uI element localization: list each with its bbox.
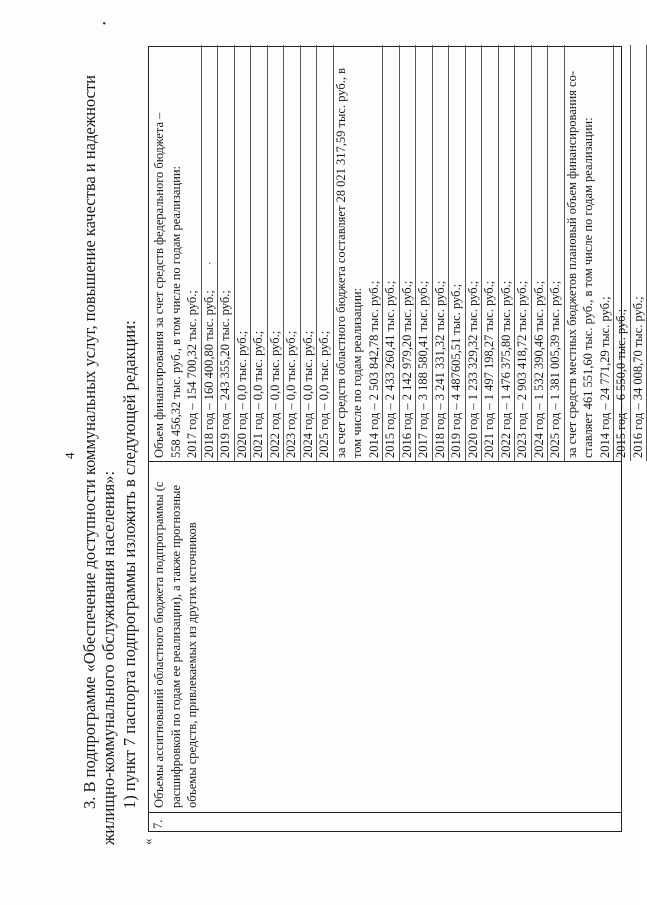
value-line: 2015 год – 6 550,0 тыс. руб.; bbox=[613, 45, 631, 461]
value-line: 2016 год – 2 142 979,20 тыс. руб.; bbox=[399, 45, 417, 461]
value-line: 2024 год – 0,0 тыс. руб.; bbox=[300, 45, 318, 461]
value-line: 2018 год – 160 400,80 тыс. руб.; bbox=[201, 45, 219, 461]
passport-table bbox=[148, 46, 645, 832]
value-line: 2022 год – 1 476 375,80 тыс. руб.; bbox=[498, 45, 516, 461]
value-line: 2024 год – 1 532 390,46 тыс. руб.; bbox=[531, 45, 549, 461]
scan-speck: • bbox=[100, 21, 111, 25]
value-line: 2014 год – 24 771,29 тыс. руб.; bbox=[597, 45, 615, 461]
value-line: 2020 год – 1 233 329,32 тыс. руб.; bbox=[465, 45, 483, 461]
row-value-cell bbox=[149, 45, 645, 461]
value-line: 2025 год – 1 381 005,39 тыс. руб.; bbox=[547, 45, 565, 461]
value-line: 558 456,32 тыс. руб., в том числе по годам реализации: bbox=[168, 165, 183, 458]
value-line: 2016 год – 34 008,70 тыс. руб.; bbox=[630, 45, 647, 461]
row-number-cell: 7. bbox=[149, 812, 621, 831]
value-line: 2015 год – 2 433 260,41 тыс. руб.; bbox=[382, 45, 400, 461]
subheading: 1) пункт 7 паспорта подпрограммы изложить в следующей редакции: bbox=[120, 320, 139, 809]
section-heading: 3. В подпрограмме «Обеспечение доступности коммунальных услуг, повышение качества и надежности жилищно-коммунального обслуживания населения»: bbox=[80, 75, 118, 845]
value-line: 2021 год – 1 497 198,27 тыс. руб.; bbox=[481, 45, 499, 461]
value-line: 2022 год – 0,0 тыс. руб.; bbox=[267, 45, 285, 461]
value-line: 2020 год – 0,0 тыс. руб.; bbox=[234, 45, 252, 461]
value-line: 2023 год – 2 903 418,72 тыс. руб.; bbox=[514, 45, 532, 461]
value-line: ставляет 461 551,60 тыс. руб., в том числе по годам реализации: bbox=[581, 117, 595, 458]
value-line: 2018 год – 3 241 331,32 тыс. руб.; bbox=[432, 45, 450, 461]
page-number: 4 bbox=[62, 452, 77, 459]
value-line: за счет средств областного бюджета составляет 28 021 317,59 тыс. руб., в bbox=[333, 67, 348, 458]
value-line: 2017 год – 154 700,32 тыс. руб.; bbox=[184, 45, 202, 461]
value-line: 2019 год – 4 487605,51 тыс. руб.; bbox=[448, 45, 466, 461]
value-line: 2019 год – 243 355,20 тыс. руб.; bbox=[217, 45, 235, 461]
scan-speck: ˏ bbox=[200, 261, 211, 265]
value-line: 2023 год – 0,0 тыс. руб.; bbox=[283, 45, 301, 461]
value-line: 2014 год – 2 503 842,78 тыс. руб.; bbox=[366, 45, 384, 461]
value-line: Объем финансирования за счет средств федерального бюджета – bbox=[152, 112, 166, 458]
value-line: 2025 год – 0,0 тыс. руб.; bbox=[316, 45, 334, 461]
row-name-cell: Объемы ассигнований областного бюджета подпрограммы (с расшифровкой по годам ее реализации), а также прогнозные объемы средств, привлекаемых из других источников bbox=[149, 461, 621, 812]
value-line: 2017 год – 3 188 580,41 тыс. руб.; bbox=[415, 45, 433, 461]
value-line: 2021 год – 0,0 тыс. руб.; bbox=[250, 45, 268, 461]
value-line: том числе по годам реализации: bbox=[350, 287, 364, 458]
quote-mark: « bbox=[140, 838, 155, 845]
value-line: за счет средств местных бюджетов плановый объем финансирования со- bbox=[564, 71, 579, 458]
